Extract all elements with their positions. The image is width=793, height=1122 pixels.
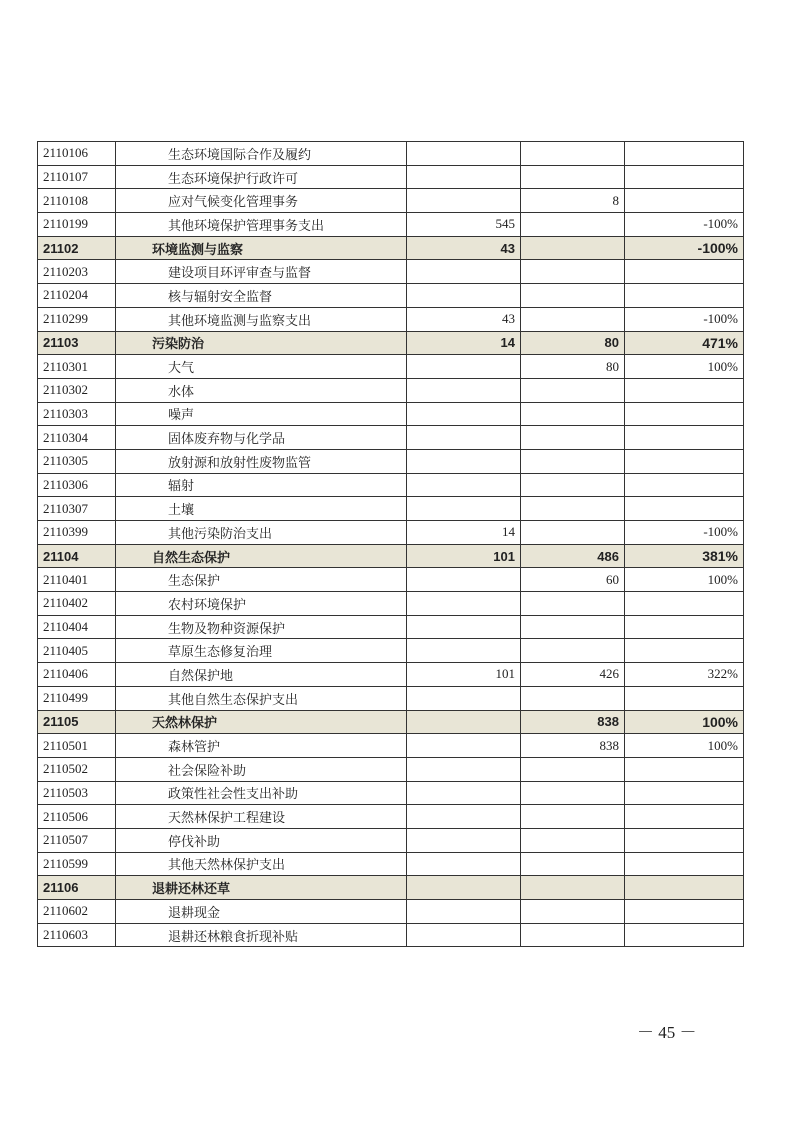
code-cell: 2110204 (38, 284, 116, 308)
table-row (38, 615, 744, 639)
value-cell-1: 43 (407, 307, 521, 331)
code-cell: 2110499 (38, 686, 116, 710)
value-cell-2 (521, 615, 625, 639)
section-row (38, 236, 744, 260)
table-row (38, 592, 744, 616)
code-cell: 2110108 (38, 189, 116, 213)
name-cell: 退耕还林粮食折现补贴 (116, 923, 407, 947)
table-row (38, 757, 744, 781)
code-cell: 2110106 (38, 142, 116, 166)
value-cell-2 (521, 521, 625, 545)
code-cell: 2110602 (38, 900, 116, 924)
name-cell: 农村环境保护 (116, 592, 407, 616)
code-cell: 21105 (38, 710, 116, 734)
name-cell: 森林管护 (116, 734, 407, 758)
code-cell: 2110303 (38, 402, 116, 426)
value-cell-2 (521, 284, 625, 308)
value-cell-2 (521, 757, 625, 781)
value-cell-2 (521, 686, 625, 710)
name-cell: 其他自然生态保护支出 (116, 686, 407, 710)
value-cell-1 (407, 923, 521, 947)
name-cell: 生态保护 (116, 568, 407, 592)
percent-cell: 100% (625, 355, 744, 379)
value-cell-1 (407, 710, 521, 734)
name-cell: 建设项目环评审查与监督 (116, 260, 407, 284)
name-cell: 噪声 (116, 402, 407, 426)
code-cell: 21102 (38, 236, 116, 260)
name-cell: 核与辐射安全监督 (116, 284, 407, 308)
table-row (38, 923, 744, 947)
percent-cell (625, 828, 744, 852)
section-row (38, 710, 744, 734)
table-row (38, 781, 744, 805)
value-cell-2 (521, 781, 625, 805)
value-cell-2: 8 (521, 189, 625, 213)
code-cell: 2110305 (38, 449, 116, 473)
name-cell: 社会保险补助 (116, 757, 407, 781)
value-cell-2 (521, 497, 625, 521)
value-cell-2 (521, 639, 625, 663)
value-cell-1 (407, 449, 521, 473)
value-cell-2: 486 (521, 544, 625, 568)
name-cell: 政策性社会性支出补助 (116, 781, 407, 805)
table-row (38, 805, 744, 829)
code-cell: 2110299 (38, 307, 116, 331)
value-cell-1 (407, 378, 521, 402)
code-cell: 2110304 (38, 426, 116, 450)
percent-cell (625, 402, 744, 426)
percent-cell (625, 900, 744, 924)
table-row (38, 402, 744, 426)
name-cell: 天然林保护工程建设 (116, 805, 407, 829)
table-row (38, 355, 744, 379)
name-cell: 退耕还林还草 (116, 876, 407, 900)
value-cell-1 (407, 426, 521, 450)
value-cell-1: 14 (407, 331, 521, 355)
value-cell-2 (521, 213, 625, 237)
value-cell-1 (407, 876, 521, 900)
name-cell: 停伐补助 (116, 828, 407, 852)
name-cell: 污染防治 (116, 331, 407, 355)
percent-cell (625, 449, 744, 473)
value-cell-2 (521, 828, 625, 852)
name-cell: 其他污染防治支出 (116, 521, 407, 545)
percent-cell (625, 686, 744, 710)
name-cell: 环境监测与监察 (116, 236, 407, 260)
percent-cell (625, 805, 744, 829)
code-cell: 2110306 (38, 473, 116, 497)
value-cell-1 (407, 142, 521, 166)
name-cell: 大气 (116, 355, 407, 379)
percent-cell: 471% (625, 331, 744, 355)
table-row (38, 284, 744, 308)
page-number: － 45 － (637, 1023, 697, 1042)
table-row (38, 213, 744, 237)
value-cell-2: 838 (521, 734, 625, 758)
name-cell: 固体废弃物与化学品 (116, 426, 407, 450)
value-cell-2 (521, 923, 625, 947)
code-cell: 2110401 (38, 568, 116, 592)
value-cell-2 (521, 402, 625, 426)
table-row (38, 497, 744, 521)
percent-cell (625, 473, 744, 497)
percent-cell: -100% (625, 236, 744, 260)
percent-cell: -100% (625, 213, 744, 237)
table-row (38, 378, 744, 402)
table-row (38, 521, 744, 545)
value-cell-1 (407, 497, 521, 521)
name-cell: 其他环境监测与监察支出 (116, 307, 407, 331)
value-cell-1 (407, 734, 521, 758)
table-row (38, 142, 744, 166)
percent-cell (625, 497, 744, 521)
code-cell: 2110199 (38, 213, 116, 237)
percent-cell: 322% (625, 663, 744, 687)
code-cell: 2110203 (38, 260, 116, 284)
percent-cell: -100% (625, 307, 744, 331)
value-cell-1 (407, 592, 521, 616)
percent-cell (625, 142, 744, 166)
percent-cell (625, 923, 744, 947)
table-row (38, 449, 744, 473)
value-cell-2 (521, 592, 625, 616)
value-cell-1 (407, 828, 521, 852)
value-cell-1: 101 (407, 544, 521, 568)
name-cell: 水体 (116, 378, 407, 402)
table-row (38, 686, 744, 710)
name-cell: 天然林保护 (116, 710, 407, 734)
value-cell-1 (407, 189, 521, 213)
table-row (38, 639, 744, 663)
percent-cell (625, 615, 744, 639)
value-cell-1 (407, 852, 521, 876)
value-cell-1 (407, 355, 521, 379)
percent-cell: 100% (625, 734, 744, 758)
value-cell-2 (521, 260, 625, 284)
percent-cell (625, 781, 744, 805)
code-cell: 2110301 (38, 355, 116, 379)
code-cell: 21104 (38, 544, 116, 568)
value-cell-2 (521, 852, 625, 876)
value-cell-1 (407, 284, 521, 308)
value-cell-2: 426 (521, 663, 625, 687)
value-cell-1: 545 (407, 213, 521, 237)
name-cell: 自然保护地 (116, 663, 407, 687)
percent-cell (625, 165, 744, 189)
value-cell-2 (521, 236, 625, 260)
percent-cell (625, 639, 744, 663)
percent-cell: 100% (625, 568, 744, 592)
percent-cell: 100% (625, 710, 744, 734)
value-cell-1 (407, 805, 521, 829)
code-cell: 2110405 (38, 639, 116, 663)
table-row (38, 900, 744, 924)
value-cell-1: 14 (407, 521, 521, 545)
value-cell-2 (521, 426, 625, 450)
value-cell-2 (521, 900, 625, 924)
value-cell-1 (407, 165, 521, 189)
table-row (38, 734, 744, 758)
name-cell: 生物及物种资源保护 (116, 615, 407, 639)
budget-table (37, 141, 744, 947)
code-cell: 2110507 (38, 828, 116, 852)
value-cell-2: 60 (521, 568, 625, 592)
name-cell: 辐射 (116, 473, 407, 497)
value-cell-2 (521, 805, 625, 829)
name-cell: 其他天然林保护支出 (116, 852, 407, 876)
code-cell: 2110501 (38, 734, 116, 758)
percent-cell (625, 189, 744, 213)
code-cell: 2110502 (38, 757, 116, 781)
table-row (38, 189, 744, 213)
name-cell: 退耕现金 (116, 900, 407, 924)
value-cell-2: 838 (521, 710, 625, 734)
code-cell: 2110302 (38, 378, 116, 402)
table-row (38, 852, 744, 876)
table-body (38, 142, 744, 947)
percent-cell (625, 876, 744, 900)
value-cell-1 (407, 686, 521, 710)
percent-cell (625, 592, 744, 616)
value-cell-2 (521, 378, 625, 402)
percent-cell (625, 757, 744, 781)
value-cell-1 (407, 615, 521, 639)
value-cell-1 (407, 568, 521, 592)
code-cell: 2110503 (38, 781, 116, 805)
value-cell-1 (407, 402, 521, 426)
name-cell: 其他环境保护管理事务支出 (116, 213, 407, 237)
value-cell-1 (407, 639, 521, 663)
percent-cell (625, 284, 744, 308)
value-cell-2 (521, 876, 625, 900)
code-cell: 2110506 (38, 805, 116, 829)
value-cell-1 (407, 900, 521, 924)
table-row (38, 828, 744, 852)
percent-cell (625, 852, 744, 876)
value-cell-1: 101 (407, 663, 521, 687)
value-cell-2 (521, 142, 625, 166)
code-cell: 2110404 (38, 615, 116, 639)
code-cell: 21103 (38, 331, 116, 355)
section-row (38, 544, 744, 568)
value-cell-2: 80 (521, 331, 625, 355)
section-row (38, 876, 744, 900)
value-cell-2 (521, 449, 625, 473)
value-cell-1 (407, 757, 521, 781)
name-cell: 生态环境国际合作及履约 (116, 142, 407, 166)
code-cell: 2110402 (38, 592, 116, 616)
table-row (38, 165, 744, 189)
percent-cell: -100% (625, 521, 744, 545)
percent-cell (625, 260, 744, 284)
code-cell: 2110406 (38, 663, 116, 687)
value-cell-2: 80 (521, 355, 625, 379)
value-cell-1 (407, 473, 521, 497)
table-row (38, 473, 744, 497)
section-row (38, 331, 744, 355)
code-cell: 2110307 (38, 497, 116, 521)
value-cell-2 (521, 307, 625, 331)
name-cell: 土壤 (116, 497, 407, 521)
code-cell: 21106 (38, 876, 116, 900)
value-cell-1 (407, 260, 521, 284)
value-cell-2 (521, 473, 625, 497)
name-cell: 应对气候变化管理事务 (116, 189, 407, 213)
code-cell: 2110603 (38, 923, 116, 947)
table-row (38, 307, 744, 331)
table-row (38, 260, 744, 284)
name-cell: 自然生态保护 (116, 544, 407, 568)
table-row (38, 663, 744, 687)
value-cell-1: 43 (407, 236, 521, 260)
percent-cell (625, 378, 744, 402)
percent-cell: 381% (625, 544, 744, 568)
name-cell: 生态环境保护行政许可 (116, 165, 407, 189)
table-row (38, 426, 744, 450)
value-cell-1 (407, 781, 521, 805)
name-cell: 草原生态修复治理 (116, 639, 407, 663)
code-cell: 2110599 (38, 852, 116, 876)
value-cell-2 (521, 165, 625, 189)
code-cell: 2110399 (38, 521, 116, 545)
table-row (38, 568, 744, 592)
name-cell: 放射源和放射性废物监管 (116, 449, 407, 473)
code-cell: 2110107 (38, 165, 116, 189)
percent-cell (625, 426, 744, 450)
